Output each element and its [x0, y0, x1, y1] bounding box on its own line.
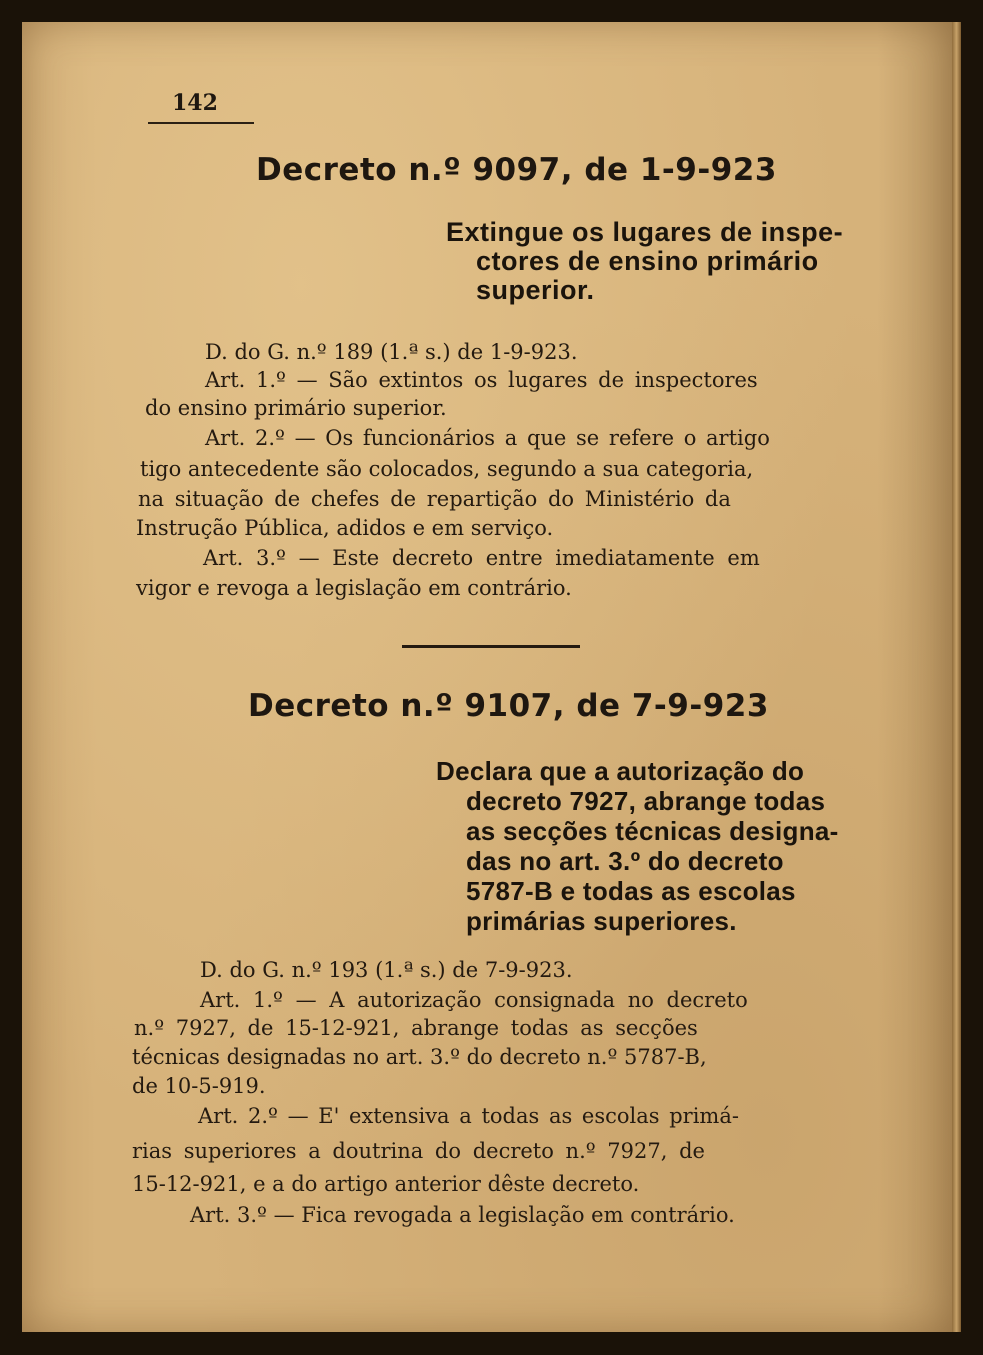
decree-2-line: n.º 7927, de 15-12-921, abrange todas as secções	[134, 1016, 698, 1040]
book-spine	[952, 22, 961, 1332]
decree-1-line: Instrução Pública, adidos e em serviço.	[136, 516, 554, 540]
decree-2-line: de 10-5-919.	[132, 1074, 266, 1098]
decree-2-summary-line: 5787-B e todas as escolas	[466, 876, 796, 906]
decree-1-line: vigor e revoga a legislação em contrário.	[136, 576, 572, 600]
decree-1-line: do ensino primário superior.	[145, 396, 447, 420]
decree-1-summary-line: Extingue os lugares de inspe-	[446, 217, 844, 247]
decree-1-line: Art. 1.º — São extintos os lugares de inspectores	[205, 368, 758, 392]
page-number-rule	[148, 122, 254, 124]
decree-1-line: Art. 2.º — Os funcionários a que se refere o artigo	[205, 426, 770, 450]
decree-1-summary-line: ctores de ensino primário	[476, 246, 819, 276]
decree-2-line: técnicas designadas no art. 3.º do decreto n.º 5787-B,	[132, 1045, 707, 1069]
decree-2-summary-line: primárias superiores.	[466, 906, 737, 936]
decree-2-summary-line: das no art. 3.º do decreto	[466, 846, 784, 876]
decree-2-summary	[436, 756, 839, 936]
decree-1-line: na situação de chefes de repartição do Ministério da	[138, 487, 731, 511]
decree-2-line: rias superiores a doutrina do decreto n.º 7927, de	[132, 1139, 705, 1163]
decree-1-title: Decreto n.º 9097, de 1-9-923	[256, 152, 777, 188]
decree-2-summary-line: decreto 7927, abrange todas	[466, 786, 826, 816]
section-divider	[402, 645, 580, 648]
decree-2-line: Art. 1.º — A autorização consignada no decreto	[200, 988, 748, 1012]
decree-2-summary-line: Declara que a autorização do	[436, 756, 805, 786]
decree-1-summary	[446, 218, 843, 305]
decree-1-line: D. do G. n.º 189 (1.ª s.) de 1-9-923.	[205, 340, 578, 364]
decree-1-line: Art. 3.º — Este decreto entre imediatamente em	[203, 546, 760, 570]
decree-2-summary-line: as secções técnicas designa-	[466, 816, 839, 846]
decree-2-line: Art. 2.º — E' extensiva a todas as escolas primá-	[198, 1104, 739, 1128]
page-number: 142	[172, 90, 218, 116]
decree-2-title: Decreto n.º 9107, de 7-9-923	[248, 688, 769, 724]
decree-2-line: 15-12-921, e a do artigo anterior dêste decreto.	[132, 1172, 640, 1196]
decree-2-line: Art. 3.º — Fica revogada a legislação em contrário.	[190, 1203, 735, 1227]
decree-1-summary-line: superior.	[476, 275, 595, 305]
decree-2-line: D. do G. n.º 193 (1.ª s.) de 7-9-923.	[200, 958, 573, 982]
decree-1-line: tigo antecedente são colocados, segundo a sua categoria,	[140, 457, 754, 481]
